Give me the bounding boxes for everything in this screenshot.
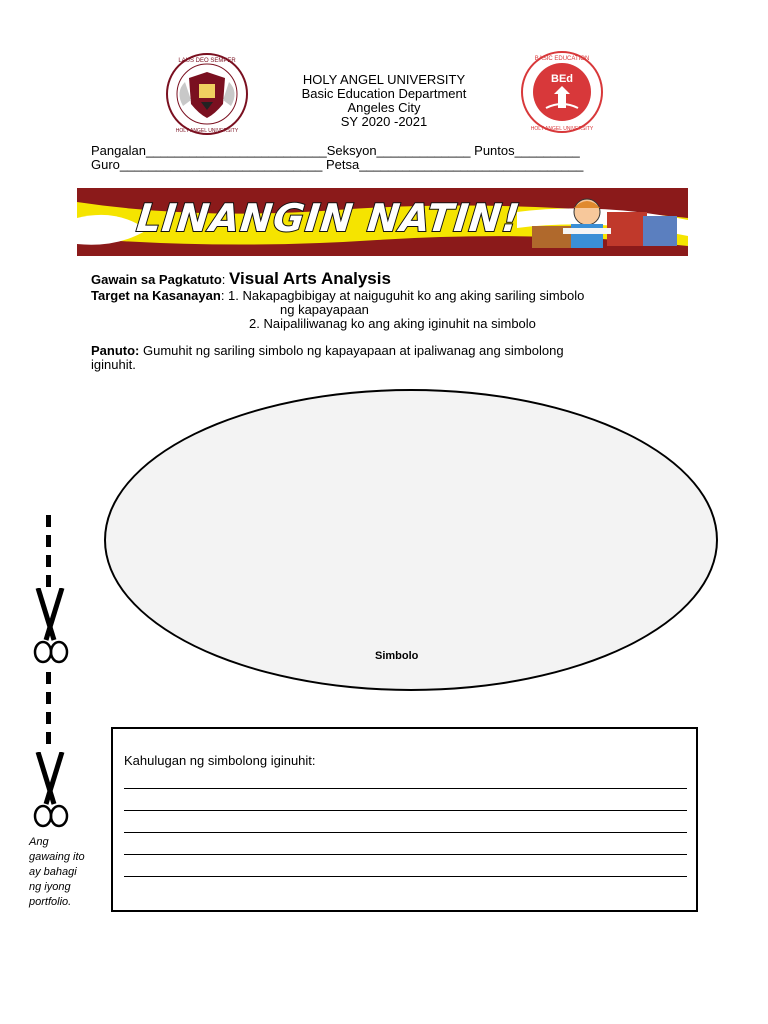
task-title: Visual Arts Analysis xyxy=(229,269,391,288)
bed-arc-top: BASIC EDUCATION xyxy=(534,56,590,62)
basic-education-seal xyxy=(510,50,614,134)
teacher-date-line[interactable]: Guro____________________________ Petsa_______________________________ xyxy=(91,157,584,172)
answer-line[interactable] xyxy=(124,854,687,855)
name-section-score-line[interactable]: Pangalan_________________________Seksyon_____________ Puntos_________ xyxy=(91,143,580,158)
task-line xyxy=(91,269,391,288)
holy-angel-university-seal xyxy=(155,52,259,136)
seal-name: HOLY ANGEL UNIVERSITY xyxy=(175,128,239,134)
school-year: SY 2020 -2021 xyxy=(340,114,428,129)
target-label: Target na Kasanayan xyxy=(91,288,221,303)
university-name: HOLY ANGEL UNIVERSITY xyxy=(302,72,466,87)
department-name: Basic Education Department xyxy=(301,86,467,101)
symbol-label: Simbolo xyxy=(375,650,419,662)
seal-motto: LAUS DEO SEMPER xyxy=(178,58,236,64)
target-2: 2. Naipaliliwanag ko ang aking iginuhit na simbolo xyxy=(249,316,536,331)
school-header xyxy=(270,73,498,129)
meaning-label: Kahulugan ng simbolong iginuhit: xyxy=(124,753,316,768)
task-label: Gawain sa Pagkatuto xyxy=(91,272,222,287)
instruction-text: Gumuhit ng sariling simbolo ng kapayapaan at ipaliwanag ang simbolong xyxy=(139,343,564,358)
target-1: : 1. Nakapagbibigay at naiguguhit ko ang aking sariling simbolo xyxy=(220,288,585,303)
answer-line[interactable] xyxy=(124,876,687,877)
answer-line[interactable] xyxy=(124,810,687,811)
answer-line[interactable] xyxy=(124,788,687,789)
symbol-drawing-area[interactable] xyxy=(104,389,718,691)
scissors-icon xyxy=(32,752,70,837)
cut-line-middle xyxy=(46,672,51,752)
cut-line-upper xyxy=(46,515,51,593)
answer-line[interactable] xyxy=(124,832,687,833)
instruction-label: Panuto: xyxy=(91,343,140,358)
target-line-1 xyxy=(91,289,584,303)
scissors-icon xyxy=(32,588,70,673)
bed-arc-bottom: HOLY ANGEL UNIVERSITY xyxy=(530,126,594,132)
target-1-continued: ng kapayapaan xyxy=(280,302,369,317)
banner-title: LINANGIN NATIN! xyxy=(134,196,523,240)
instruction xyxy=(91,344,564,358)
meaning-box[interactable] xyxy=(111,727,698,912)
linangin-natin-banner xyxy=(77,188,688,256)
task-colon: : xyxy=(221,272,226,287)
bed-badge: BEd xyxy=(551,73,573,85)
portfolio-note: Ang gawaing ito ay bahagi ng iyong portfolio. xyxy=(29,836,85,908)
instruction-text-2: iginuhit. xyxy=(91,357,136,372)
city-name: Angeles City xyxy=(347,100,421,115)
